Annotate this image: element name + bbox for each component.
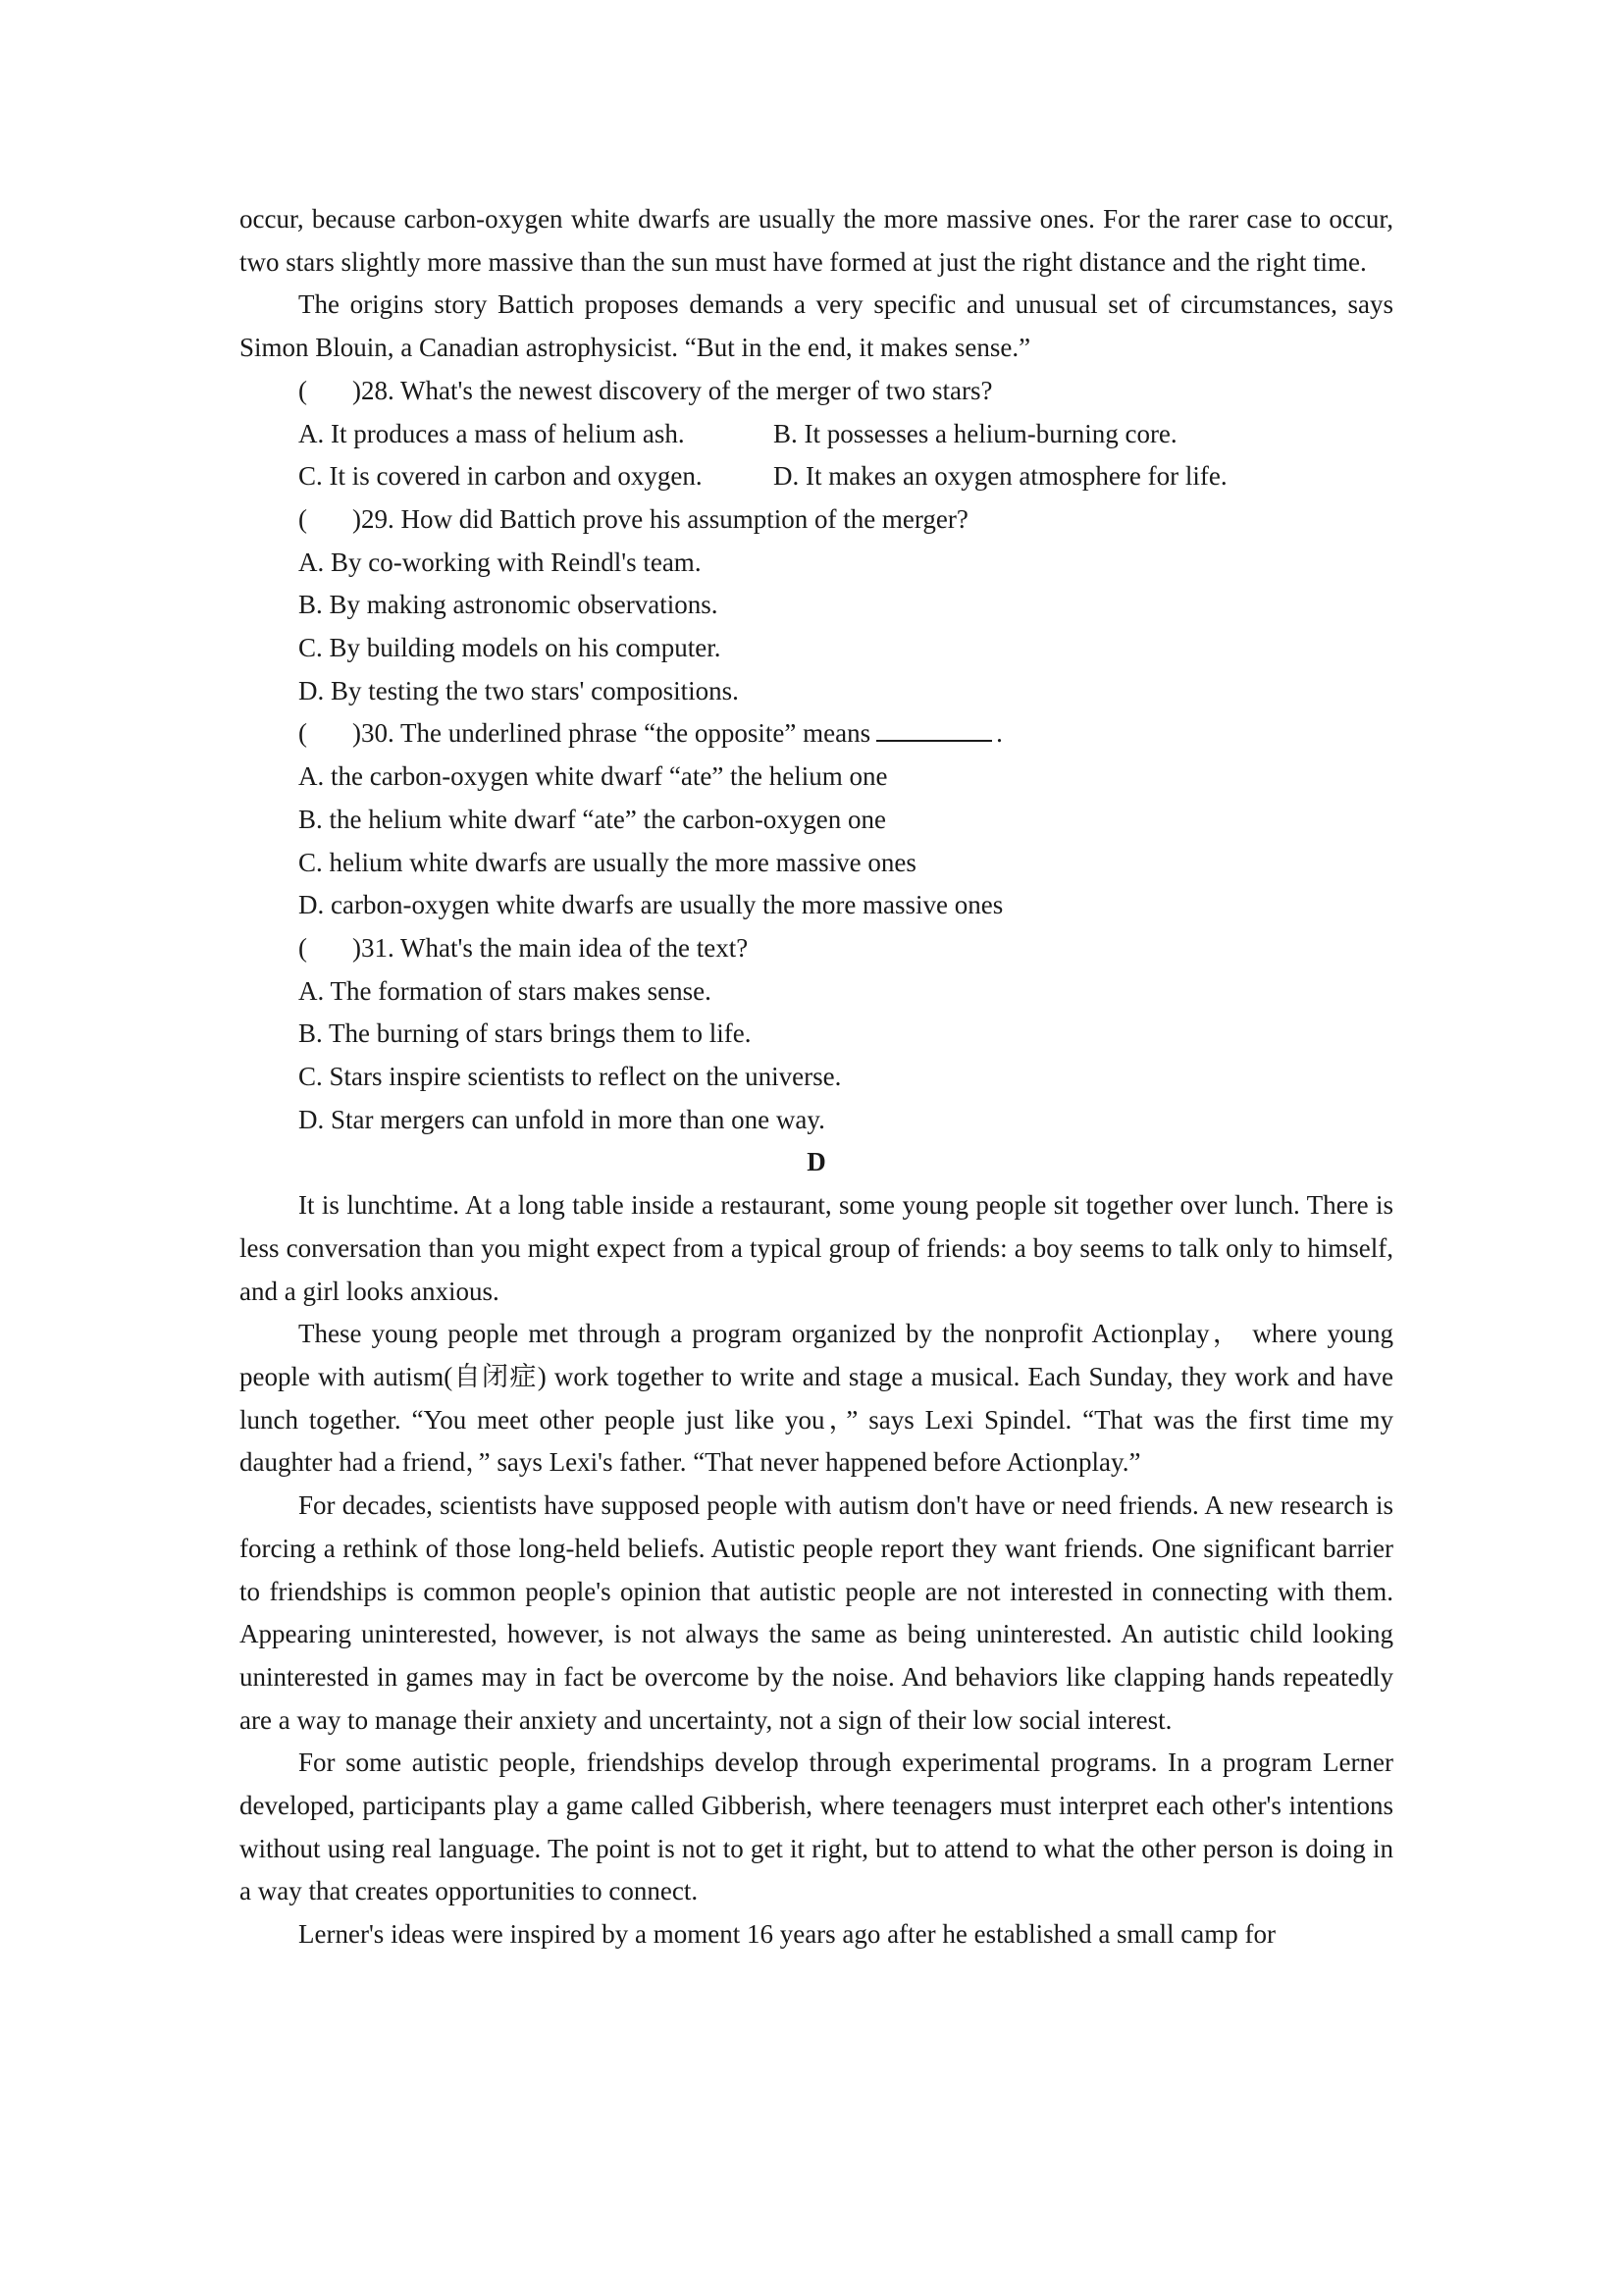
passage-c-paragraph: The origins story Battich proposes demands a very specific and unusual set of circumstances, says Simon Blouin, a Canadian astrophysicist. “But in the end, it makes sense.” bbox=[239, 289, 1393, 363]
passage-d-paragraph: It is lunchtime. At a long table inside a restaurant, some young people sit together over lunch. There is less conversation than you might expect from a typical group of friends: a boy seems to talk only to himself, and a girl looks anxious. bbox=[239, 1190, 1393, 1306]
option-a[interactable]: A. The formation of stars makes sense. bbox=[298, 975, 711, 1006]
option-d[interactable]: D. By testing the two stars' compositions. bbox=[298, 675, 739, 705]
question-31 bbox=[239, 927, 1393, 1142]
passage-d-paragraph: These young people met through a program organized by the nonprofit Actionplay， where young people with autism(自闭症) work together to write and stage a musical. Each Sunday, they work and have lunch together. “You meet other people just like you，” says Lexi Spindel. “That was the first time my daughter had a friend，” says Lexi's father. “That never happened before Actionplay.” bbox=[239, 1319, 1393, 1478]
answer-paren[interactable]: ( bbox=[298, 932, 307, 963]
question-28 bbox=[239, 370, 1393, 498]
option-d[interactable]: D. It makes an oxygen atmosphere for life. bbox=[773, 461, 1228, 492]
option-row bbox=[239, 455, 1393, 498]
option-d[interactable]: D. carbon-oxygen white dwarfs are usually the more massive ones bbox=[298, 890, 1004, 920]
passage-d-paragraph: Lerner's ideas were inspired by a moment 16 years ago after he established a small camp for bbox=[298, 1919, 1276, 1950]
option-a[interactable]: A. By co-working with Reindl's team. bbox=[298, 547, 702, 577]
option-a[interactable]: A. the carbon-oxygen white dwarf “ate” the helium one bbox=[298, 761, 888, 792]
option-b[interactable]: B. By making astronomic observations. bbox=[298, 590, 718, 620]
answer-paren[interactable]: ( bbox=[298, 503, 307, 534]
question-stem: ( )30. The underlined phrase “the opposite” means . bbox=[239, 712, 1393, 756]
option-b[interactable]: B. the helium white dwarf “ate” the carbon-oxygen one bbox=[298, 804, 887, 834]
question-stem: ( )31. What's the main idea of the text? bbox=[298, 932, 749, 963]
option-c[interactable]: C. Stars inspire scientists to reflect on the universe. bbox=[298, 1062, 842, 1092]
option-c[interactable]: C. It is covered in carbon and oxygen. bbox=[298, 461, 703, 492]
section-heading: D bbox=[807, 1147, 826, 1177]
question-stem: ( )28. What's the newest discovery of the merger of two stars? bbox=[298, 375, 993, 405]
question-29 bbox=[239, 498, 1393, 713]
fill-in-blank[interactable] bbox=[876, 712, 992, 742]
question-stem: ( )29. How did Battich prove his assumption of the merger? bbox=[298, 503, 969, 534]
option-c[interactable]: C. helium white dwarfs are usually the more massive ones bbox=[298, 847, 916, 877]
option-b[interactable]: B. It possesses a helium-burning core. bbox=[773, 418, 1178, 448]
option-row bbox=[239, 413, 1393, 456]
passage-d-paragraph: For decades, scientists have supposed people with autism don't have or need friends. A new research is forcing a rethink of those long-held beliefs. Autistic people report they want friends. One significant barrier to friendships is common people's opinion that autistic people are not interested in connecting with them. Appearing uninterested, however, is not always the same as being uninterested. An autistic child looking uninterested in games may in fact be overcome by the noise. And behaviors like clapping hands repeatedly are a way to manage their anxiety and uncertainty, not a sign of their low social interest. bbox=[239, 1490, 1393, 1735]
passage-c-paragraph: occur, because carbon-oxygen white dwarfs are usually the more massive ones. For the rarer case to occur, two stars slightly more massive than the sun must have formed at just the right distance and the right time. bbox=[239, 204, 1393, 277]
option-b[interactable]: B. The burning of stars brings them to life. bbox=[298, 1018, 752, 1049]
document-page bbox=[239, 198, 1393, 1957]
passage-d-paragraph: For some autistic people, friendships develop through experimental programs. In a program Lerner developed, participants play a game called Gibberish, where teenagers must interpret each other's intentions without using real language. The point is not to get it right, but to attend to what the other person is doing in a way that creates opportunities to connect. bbox=[239, 1748, 1393, 1906]
question-30 bbox=[239, 712, 1393, 927]
option-c[interactable]: C. By building models on his computer. bbox=[298, 633, 721, 663]
option-d[interactable]: D. Star mergers can unfold in more than one way. bbox=[298, 1104, 825, 1134]
option-a[interactable]: A. It produces a mass of helium ash. bbox=[298, 418, 685, 448]
answer-paren[interactable]: ( bbox=[298, 375, 307, 405]
answer-paren[interactable]: ( bbox=[298, 718, 307, 749]
